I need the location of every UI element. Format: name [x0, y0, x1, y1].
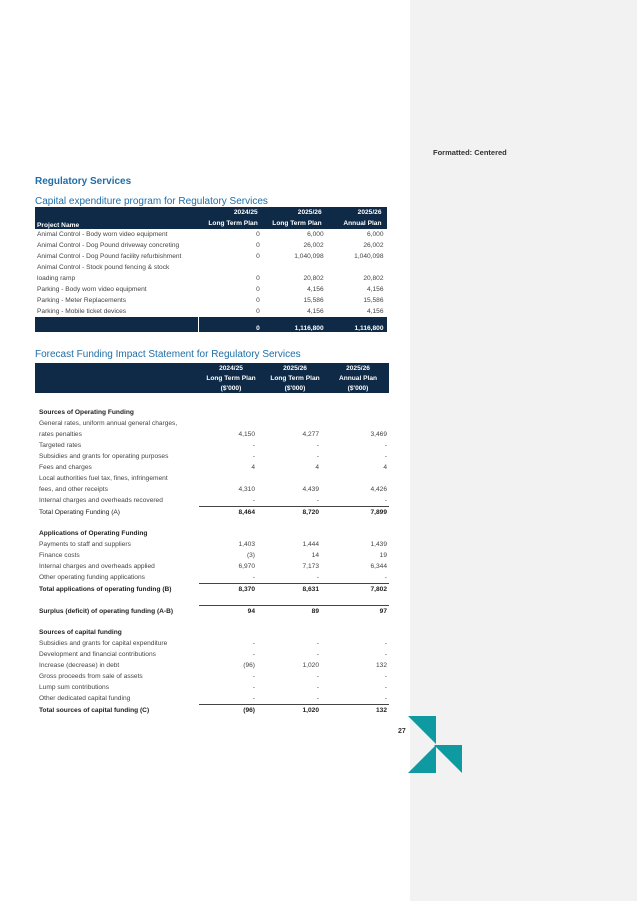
table-row: [35, 229, 387, 240]
total-value: 7,899: [327, 507, 389, 519]
cell-value: -: [316, 453, 319, 460]
capex-title: Capital expenditure program for Regulatory Services: [35, 196, 268, 207]
cell-value: 6,000: [307, 231, 324, 238]
col-header-unit: ($'000): [263, 383, 327, 393]
row-label: Finance costs: [39, 552, 80, 559]
col-header-year: 2025/26: [327, 207, 387, 218]
total-label: Total Operating Funding (A): [39, 508, 120, 516]
section-heading: Applications of Operating Funding: [39, 530, 148, 537]
total-value: 8,631: [263, 584, 327, 596]
cell-value: 0: [256, 231, 260, 238]
cell-value: 26,002: [363, 242, 384, 249]
cell-value: 132: [375, 662, 387, 669]
cell-value: -: [252, 695, 255, 702]
cell-value: -: [252, 640, 255, 647]
fis-title: Forecast Funding Impact Statement for Regulatory Services: [35, 349, 301, 360]
cell-value: -: [316, 574, 319, 581]
row-label: Animal Control - Stock pound fencing & stock: [37, 264, 170, 271]
cell-value: -: [384, 442, 387, 449]
cell-value: 14: [311, 552, 319, 559]
cell-value: 4,150: [238, 431, 255, 438]
surplus-value: 97: [327, 606, 389, 618]
col-header-plan: Long Term Plan: [199, 218, 263, 229]
total-value: 7,802: [327, 584, 389, 596]
cell-value: 0: [256, 286, 260, 293]
triangle-logo-icon: [408, 716, 462, 774]
cell-value: -: [252, 497, 255, 504]
table-row: [35, 262, 387, 273]
col-header-year: 2025/26: [263, 363, 327, 373]
cell-value: 1,439: [370, 541, 387, 548]
total-value: 8,720: [263, 507, 327, 519]
row-label: Local authorities fuel tax, fines, infringement: [39, 475, 168, 482]
cell-value: -: [316, 497, 319, 504]
surplus-label: Surplus (deficit) of operating funding (A-B): [39, 607, 174, 615]
row-label: Increase (decrease) in debt: [39, 662, 120, 669]
row-label: rates penalties: [39, 431, 82, 438]
row-label: Lump sum contributions: [39, 684, 110, 691]
table-row: [35, 306, 387, 317]
cell-value: 1,020: [302, 662, 319, 669]
row-label: Subsidies and grants for operating purposes: [39, 453, 169, 460]
cell-value: 4,426: [370, 486, 387, 493]
cell-value: 4,156: [366, 286, 384, 293]
cell-value: -: [252, 651, 255, 658]
table-row: [35, 295, 387, 306]
total-value: 1,116,800: [263, 317, 327, 332]
project-name-header: Project Name: [35, 207, 199, 229]
row-label: Parking - Meter Replacements: [37, 297, 127, 304]
cell-value: 4,310: [238, 486, 255, 493]
row-label: Payments to staff and suppliers: [39, 541, 131, 548]
cell-value: -: [316, 651, 319, 658]
cell-value: -: [384, 684, 387, 691]
row-label: Fees and charges: [39, 464, 92, 471]
total-value: 8,370: [199, 584, 263, 596]
cell-value: -: [316, 684, 319, 691]
row-label: Animal Control - Dog Pound driveway concreting: [37, 242, 180, 249]
cell-value: (96): [243, 662, 255, 669]
col-header-year: 2024/25: [199, 363, 263, 373]
cell-value: 0: [256, 297, 260, 304]
row-label: Animal Control - Dog Pound facility refurbishment: [37, 253, 182, 260]
cell-value: -: [252, 574, 255, 581]
page-number: 27: [398, 728, 406, 735]
table-row: [35, 284, 387, 295]
surplus-value: 89: [263, 606, 327, 618]
row-label: Internal charges and overheads applied: [39, 563, 155, 570]
cell-value: -: [252, 673, 255, 680]
section-title: Regulatory Services: [35, 176, 132, 187]
row-label: Parking - Mobile ticket devices: [37, 308, 127, 315]
cell-value: -: [384, 673, 387, 680]
cell-value: 0: [256, 308, 260, 315]
row-label: fees, and other receipts: [39, 486, 108, 493]
cell-value: -: [384, 574, 387, 581]
cell-value: 0: [256, 253, 260, 260]
cell-value: -: [316, 695, 319, 702]
cell-value: 4: [251, 464, 255, 471]
cell-value: 20,802: [303, 275, 324, 282]
total-label: Total sources of capital funding (C): [39, 706, 150, 714]
cell-value: 6,344: [370, 563, 387, 570]
table-row: [35, 240, 387, 251]
cell-value: -: [252, 442, 255, 449]
cell-value: 0: [256, 275, 260, 282]
cell-value: 6,970: [238, 563, 255, 570]
row-label: Other operating funding applications: [39, 574, 145, 582]
cell-value: 26,002: [303, 242, 324, 249]
col-header-year: 2024/25: [199, 207, 263, 218]
row-label: Development and financial contributions: [39, 651, 156, 658]
cell-value: 1,403: [238, 541, 255, 548]
cell-value: -: [316, 673, 319, 680]
surplus-value: 94: [199, 606, 263, 618]
cell-value: 15,586: [363, 297, 384, 304]
cell-value: -: [384, 695, 387, 702]
col-header-plan: Annual Plan: [327, 373, 389, 383]
total-value: (96): [199, 705, 263, 717]
formatting-note: Formatted: Centered: [433, 148, 507, 157]
total-value: 0: [199, 317, 263, 332]
cell-value: 6,000: [366, 231, 384, 238]
section-heading: Sources of capital funding: [39, 629, 122, 636]
cell-value: 4: [383, 464, 387, 471]
cell-value: 1,040,098: [294, 253, 324, 260]
col-header-plan: Annual Plan: [327, 218, 387, 229]
cell-value: 4,156: [307, 308, 324, 315]
row-label: Gross proceeds from sale of assets: [39, 673, 143, 680]
cell-value: -: [252, 684, 255, 691]
total-row: [35, 317, 387, 332]
cell-value: 7,173: [302, 563, 319, 570]
cell-value: 3,469: [370, 431, 387, 438]
cell-value: -: [252, 453, 255, 460]
cell-value: 20,802: [363, 275, 384, 282]
row-label: loading ramp: [37, 275, 76, 282]
cell-value: -: [384, 497, 387, 504]
cell-value: 1,444: [302, 541, 319, 548]
section-heading: Sources of Operating Funding: [39, 409, 134, 416]
cell-value: 19: [379, 552, 387, 559]
row-label: Internal charges and overheads recovered: [39, 497, 163, 505]
table-row: [35, 251, 387, 262]
total-value: 132: [327, 705, 389, 717]
cell-value: 15,586: [303, 297, 324, 304]
cell-value: 4,439: [302, 486, 319, 493]
cell-value: -: [384, 651, 387, 658]
total-label: Total applications of operating funding (B): [39, 585, 172, 593]
cell-value: -: [384, 453, 387, 460]
col-header-plan: Long Term Plan: [199, 373, 263, 383]
row-label: Other dedicated capital funding: [39, 695, 131, 703]
col-header-plan: Long Term Plan: [263, 373, 327, 383]
total-value: 8,464: [199, 507, 263, 519]
total-value: 1,116,800: [327, 317, 387, 332]
row-label: Animal Control - Body worn video equipment: [37, 231, 168, 238]
col-header-year: 2025/26: [263, 207, 327, 218]
funding-impact-table: [35, 363, 389, 716]
row-label: Targeted rates: [39, 442, 82, 449]
cell-value: -: [316, 442, 319, 449]
cell-value: (3): [246, 552, 255, 559]
col-header-unit: ($'000): [199, 383, 263, 393]
cell-value: 1,040,098: [354, 253, 384, 260]
col-header-year: 2025/26: [327, 363, 389, 373]
cell-value: -: [316, 640, 319, 647]
col-header-plan: Long Term Plan: [263, 218, 327, 229]
header-blank: [35, 363, 199, 393]
cell-value: 4: [315, 464, 319, 471]
capex-table: [35, 207, 387, 332]
cell-value: 0: [256, 242, 260, 249]
table-row: [35, 273, 387, 284]
cell-value: 4,156: [366, 308, 384, 315]
col-header-unit: ($'000): [327, 383, 389, 393]
total-value: 1,020: [263, 705, 327, 717]
row-label: General rates, uniform annual general charges,: [39, 420, 178, 427]
row-label: Subsidies and grants for capital expenditure: [39, 640, 168, 647]
cell-value: -: [384, 640, 387, 647]
cell-value: 4,156: [307, 286, 324, 293]
row-label: Parking - Body worn video equipment: [37, 286, 147, 293]
cell-value: 4,277: [302, 431, 319, 438]
